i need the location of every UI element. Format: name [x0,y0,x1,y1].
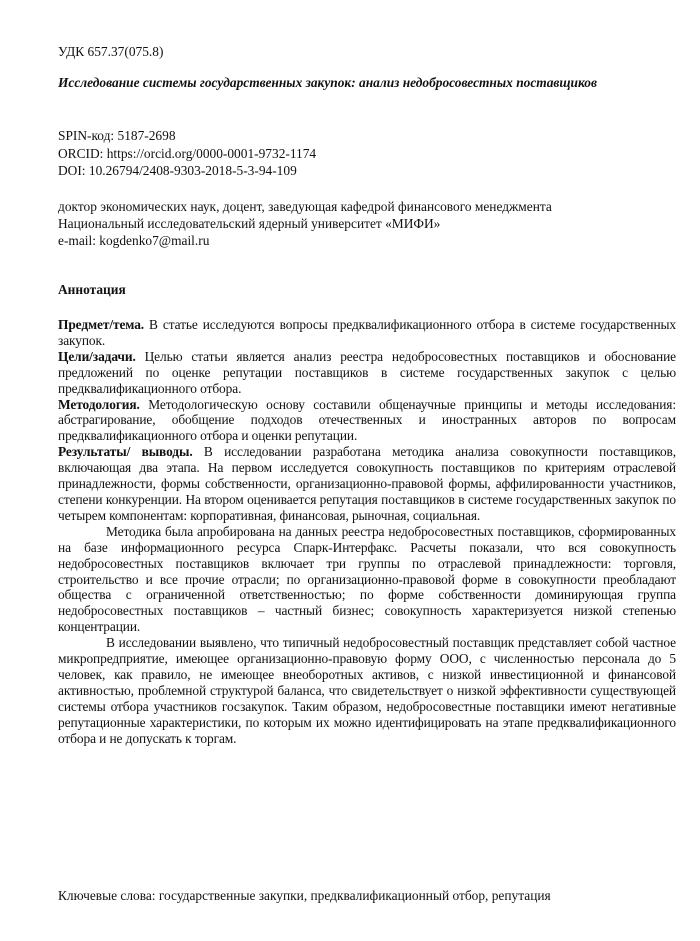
author-email[interactable]: e-mail: kogdenko7@mail.ru [58,233,210,248]
abstract-body [58,317,676,746]
abstract-paragraph-3: В исследовании выявлено, что типичный недобросовестный поставщик представляет собой частное микропредприятие, имеющее организационно-правовую форму ООО, с численностью персонала до 5 человек, как правило, не имеющее внеоборотных активов, с низкой инвестиционной и финансовой активностью, проблемной структурой баланса, что свидетельствует о низкой эффективности существующей системы отбора участников госзакупок. Таким образом, недобросовестные поставщики имеют негативные репутационные характеристики, по которым их можно идентифицировать на этапе предквалификационного отбора и не допускать к торгам. [58,635,676,746]
goals-text: Целью статьи является анализ реестра недобросовестных поставщиков и обоснование предложений по оценке репутации поставщиков в системе государственных закупок с целью предквалификационного отбора. [58,348,676,396]
orcid-link[interactable]: ORCID: https://orcid.org/0000-0001-9732-1174 [58,146,317,161]
spin-code: SPIN-код: 5187-2698 [58,128,176,143]
results-label: Результаты/ выводы. [58,444,193,460]
subject-label: Предмет/тема. [58,317,145,332]
doi-link[interactable]: DOI: 10.26794/2408-9303-2018-5-3-94-109 [58,163,297,178]
method-label: Методология. [58,396,140,412]
subject-text: В статье исследуются вопросы предквалификационного отбора в системе государственных закупок. [58,317,676,348]
abstract-heading: Аннотация [58,282,126,297]
results-text: В исследовании разработана методика анализа совокупности поставщиков, включающая два этапа. На первом исследуется совокупность поставщиков по критериям отраслевой принадлежности, формы собственности, организационно-правовой формы, аффилированности участников, степени конкуренции. На втором оценивается репутация поставщиков в системе государственных закупок по четырем компонентам: корпоративная, финансовая, рыночная, социальная. [58,444,677,523]
article-title: Исследование системы государственных закупок: анализ недобросовестных поставщиков [58,75,597,90]
keywords: Ключевые слова: государственные закупки, предквалификационный отбор, репутация [58,888,551,903]
abstract-results [58,444,676,524]
abstract-paragraph-2: Методика была апробирована на данных реестра недобросовестных поставщиков, сформированных на базе информационного ресурса Спарк-Интерфакс. Расчеты показали, что вся совокупность недобросовестных поставщиков включает три группы по отраслевой принадлежности: торговля, строительство и все прочие отрасли; по организационно-правовой форме в совокупности преобладают общества с ограниченной ответственностью; по форме собственности доминирующая группа недобросовестных поставщиков – частный бизнес; совокупность характеризуется низкой степенью концентрации. [58,523,676,635]
abstract-goals [58,349,676,397]
method-text: Методологическую основу составили общенаучные принципы и методы исследования: абстрагирование, обобщение подходов отечественных и иностранных авторов по вопросам предквалификационного отбора и оценки репутации. [58,396,676,444]
author-degree: доктор экономических наук, доцент, заведующая кафедрой финансового менеджмента [58,199,552,214]
udk-code: УДК 657.37(075.8) [58,44,164,59]
abstract-methodology [58,397,676,445]
abstract-subject [58,317,676,349]
goals-label: Цели/задачи. [58,348,136,364]
author-affiliation: Национальный исследовательский ядерный университет «МИФИ» [58,216,441,231]
